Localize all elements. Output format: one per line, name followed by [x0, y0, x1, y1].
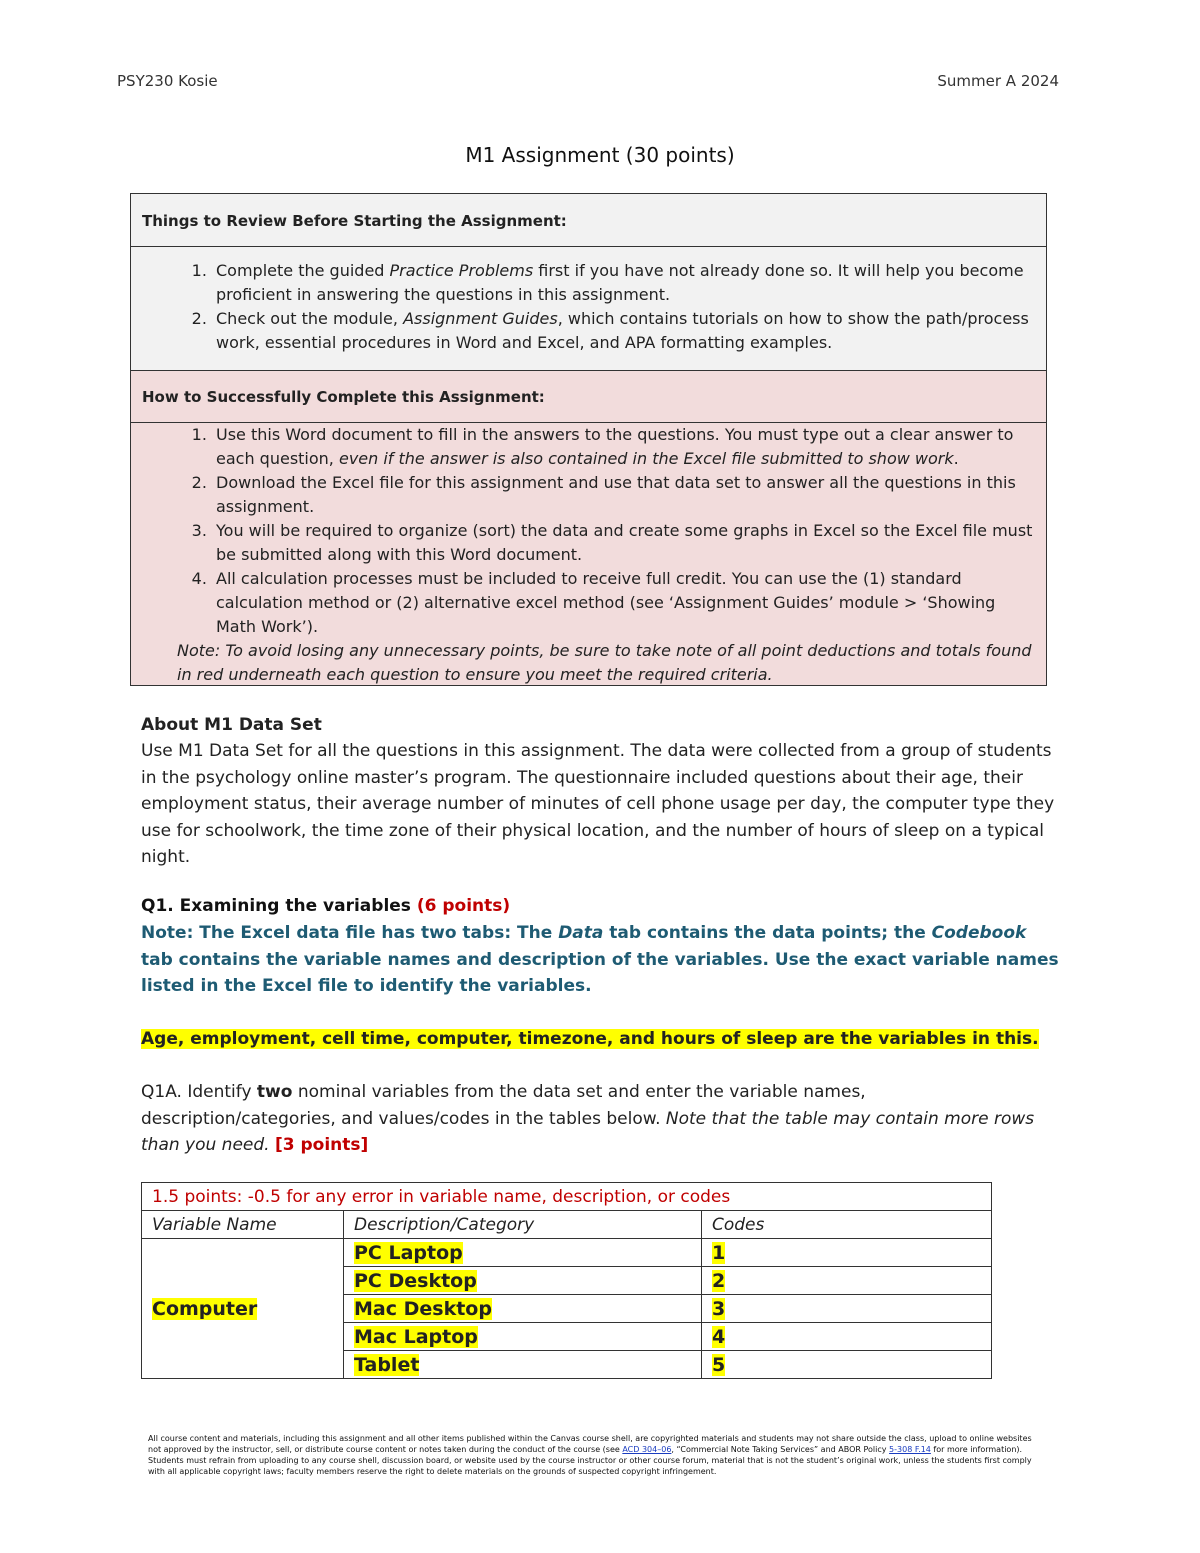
about-body: Use M1 Data Set for all the questions in this assignment. The data were collected from a group of students in the psychology online master’s program. The questionnaire included questions about their age, their employment status, their average number of minutes of cell phone usage per day, the computer type they use for schoolwork, the time zone of their physical location, and the number of hours of sleep on a typical night.: [141, 741, 1055, 867]
description-cell[interactable]: Tablet: [344, 1351, 702, 1379]
instructions-box: [130, 193, 1047, 686]
howto-section: [131, 423, 1046, 685]
code-cell[interactable]: 2: [702, 1267, 992, 1295]
copyright-footer: All course content and materials, including this assignment and all other items published within the Canvas course shell, are copyrighted materials and students may not share outside the class, upload to online websites not approved by the instructor, sell, or distribute course content or notes taken during the conduct of the course (see ACD 304–06, “Commercial Note Taking Services” and ABOR Policy 5-308 F.14 for more information). Students must refrain from uploading to any course shell, discussion board, or website used by the course instructor or other course forum, material that is not the student’s original work, unless the students first comply with all applicable copyright laws; faculty members reserve the right to delete materials on the grounds of suspected copyright infringement.: [148, 1434, 1032, 1476]
code-cell[interactable]: 5: [702, 1351, 992, 1379]
col-header: Variable Name: [142, 1211, 344, 1239]
review-item: 2. Check out the module, Assignment Guides, which contains tutorials on how to show the path/process work, essential procedures in Word and Excel, and APA formatting examples.: [212, 307, 1034, 355]
table-row[interactable]: [142, 1239, 992, 1267]
code-cell[interactable]: 3: [702, 1295, 992, 1323]
howto-item: 2. Download the Excel file for this assignment and use that data set to answer all the questions in this assignment.: [212, 471, 1034, 519]
howto-item: 1. Use this Word document to fill in the answers to the questions. You must type out a clear answer to each question, even if the answer is also contained in the Excel file submitted to show work.: [212, 423, 1034, 471]
review-item: 1. Complete the guided Practice Problems first if you have not already done so. It will help you become proficient in answering the questions in this assignment.: [212, 259, 1034, 307]
q1a-prompt: Q1A. Identify two nominal variables from the data set and enter the variable names, description/categories, and values/codes in the tables below. Note that the table may contain more rows than you need. [3 points]: [141, 1082, 1035, 1155]
description-cell[interactable]: PC Laptop: [344, 1239, 702, 1267]
policy-link-acd[interactable]: ACD 304–06: [622, 1445, 672, 1454]
howto-heading: How to Successfully Complete this Assignment:: [131, 371, 1046, 423]
table-header-row: [142, 1211, 992, 1239]
howto-note: Note: To avoid losing any unnecessary points, be sure to take note of all point deductions and totals found in red underneath each question to ensure you meet the required criteria.: [177, 641, 1032, 684]
review-section: [131, 247, 1046, 371]
howto-list: [131, 423, 1034, 639]
code-cell[interactable]: 4: [702, 1323, 992, 1351]
table-points-row: 1.5 points: -0.5 for any error in variable name, description, or codes: [142, 1183, 992, 1211]
about-heading: About M1 Data Set: [141, 715, 322, 735]
variable-name-cell[interactable]: Computer: [142, 1239, 344, 1379]
description-cell[interactable]: PC Desktop: [344, 1267, 702, 1295]
q1-heading: Q1. Examining the variables (6 points): [141, 896, 511, 916]
header-term: Summer A 2024: [937, 72, 1059, 90]
header-course: PSY230 Kosie: [117, 72, 218, 90]
review-heading: Things to Review Before Starting the Assignment:: [131, 194, 1046, 247]
description-cell[interactable]: Mac Desktop: [344, 1295, 702, 1323]
howto-item: 4. All calculation processes must be included to receive full credit. You can use the (1) standard calculation method or (2) alternative excel method (see ‘Assignment Guides’ module > ‘Showing Math Work’).: [212, 567, 1034, 639]
code-cell[interactable]: 1: [702, 1239, 992, 1267]
q1-answer[interactable]: Age, employment, cell time, computer, timezone, and hours of sleep are the variables in this.: [141, 1029, 1039, 1049]
q1-note: Note: The Excel data file has two tabs: The Data tab contains the data points; the Codebook tab contains the variable names and description of the variables. Use the exact variable names listed in the Excel file to identify the variables.: [141, 923, 1059, 996]
col-header: Description/Category: [344, 1211, 702, 1239]
policy-link-abor[interactable]: 5-308 F.14: [889, 1445, 931, 1454]
review-list: [131, 259, 1034, 355]
variable-table: [141, 1182, 992, 1379]
howto-item: 3. You will be required to organize (sort) the data and create some graphs in Excel so the Excel file must be submitted along with this Word document.: [212, 519, 1034, 567]
q1a-points: [3 points]: [274, 1135, 369, 1155]
description-cell[interactable]: Mac Laptop: [344, 1323, 702, 1351]
page-title: M1 Assignment (30 points): [465, 143, 735, 167]
q1-points: (6 points): [416, 896, 511, 916]
col-header: Codes: [702, 1211, 992, 1239]
